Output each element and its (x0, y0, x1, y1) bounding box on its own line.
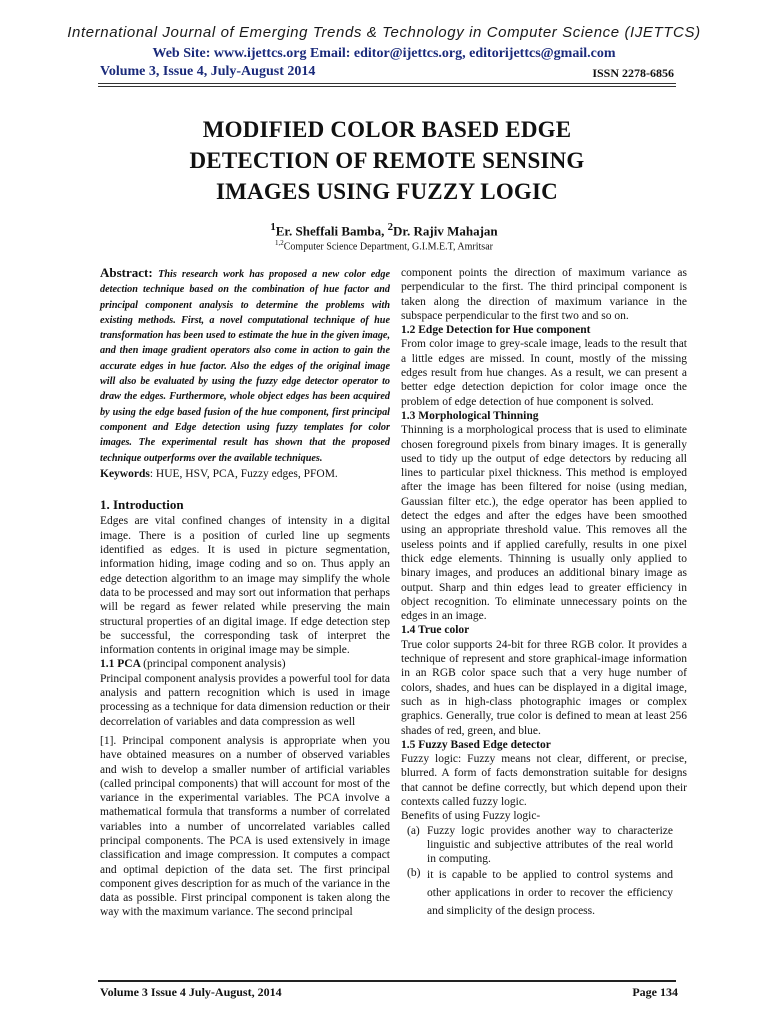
affiliation-superscript: 1,2 (275, 239, 284, 247)
pca-paragraph-2: [1]. Principal component analysis is appropriate when you have obtained measures on a number of observed variables and wish to develop a smaller number of artificial variables (called principal components) that will account for most of the variance in the experimental variables. The PCA involve a mathematical formula that transforms a number of correlated variables into a number of uncorrelated variables called principal components. The PCA is used extensively in image classification and image compression. It computes a compact and optimal depiction of the data set. The first principal component gives description for as much of the variance in the data as possible. First principal component is taken along the way with the maximum variance. The second principal (100, 734, 390, 919)
keywords (100, 467, 390, 481)
pca-heading-subtitle: (principal component analysis) (143, 658, 286, 671)
section-1-5-text: Fuzzy logic: Fuzzy means not clear, different, or precise, blurred. A form of facts demonstration suitable for designs that cannot be define correctly, but which depend upon their contexts called fuzzy logic. (401, 753, 687, 808)
keywords-text: : HUE, HSV, PCA, Fuzzy edges, PFOM. (149, 467, 338, 480)
section-1-3-text: Thinning is a morphological process that is used to eliminate chosen foreground pixels from binary images. It is generally used to tidy up the output of edge detectors by reducing all lines to particular pixel thickness. This method is employed after the image has been filtered for noise (using median, Gaussian filter etc.), the edge operator has been applied to detect the edges and after the edges have been smoothed using an appropriate threshold value. This removes all the useless points and if applied carefully, results in one pixel thick edge elements. Thinning is usually only applied to binary images, and produces an additional binary image as output. Sharp and thin edges lead to greater efficiency in object recognition. To eliminate unnecessary points on the edges in an image. (401, 424, 687, 623)
title-line: IMAGES USING FUZZY LOGIC (216, 179, 558, 204)
section-1-2-text: From color image to grey-scale image, leads to the result that a little edges are missed. In count, mostly of the missing edges result from hue changes. As a result, we can present a better edge detection depiction for color image once the problem of edge detection of hue component is solved. (401, 338, 687, 408)
keywords-label: Keywords (100, 467, 150, 480)
left-column (100, 266, 390, 920)
page-number: Page 134 (632, 985, 678, 999)
list-item (401, 866, 687, 920)
continued-paragraph: component points the direction of maximum variance as perpendicular to the first. The third principal component is taken along the direction of maximum variance in the subspace perpendicular to the first two and so on. (401, 267, 687, 322)
header-rule-top (98, 83, 676, 84)
author2-name: Dr. Rajiv Mahajan (393, 223, 498, 239)
footer-volume: Volume 3 Issue 4 July-August, 2014 (100, 985, 282, 999)
benefits-label: Benefits of using Fuzzy logic- (401, 810, 541, 823)
section-1-5-heading: 1.5 Fuzzy Based Edge detector (401, 738, 551, 751)
author2-superscript: 2 (387, 221, 394, 233)
introduction-heading: 1. Introduction (100, 497, 184, 513)
section-1-2-heading: 1.2 Edge Detection for Hue component (401, 324, 591, 337)
pca-heading (100, 657, 390, 671)
pca-heading-number: 1.1 PCA (100, 658, 144, 671)
title-line: MODIFIED COLOR BASED EDGE (202, 117, 572, 142)
list-marker: (a) (407, 824, 420, 837)
abstract-label: Abstract: (100, 265, 153, 280)
abstract-text: This research work has proposed a new color edge detection technique based on the combination of hue factor and principal component analysis to determine the problems with existing methods. First, a novel computational technique of hue transformation has been used to estimate the hue in the given image, and then image gradient operators also come in action to gain the accurate edges in hue factor. Also the edges of the original image will also be evaluated by using the fuzzy edge detector operator to draw the edges. Furthermore, whole object edges has been acquired by using the edge based fusion of the hue component, first principal component and Edge detection using fuzzy templates for color images. The experimental result has shown that the proposed technique outperforms over the available techniques. (100, 269, 390, 464)
title-line: DETECTION OF REMOTE SENSING (189, 148, 585, 173)
right-column (401, 266, 687, 920)
section-1-4-heading: 1.4 True color (401, 624, 470, 637)
introduction-text: Edges are vital confined changes of intensity in a digital image. There is a position of curled line up segments identified as edges. It is used in picture segmentation, information hiding, image coding and so on. Thus apply an edge detection algorithm to an image may simplify the whole data to be processed and may sort out information that perhaps will be regard as fewer related while preserving the main structural properties of an digital image. If edge detection step be successful, the corresponding task of interpret the information contents in original image may be simple. (100, 515, 390, 657)
affiliation (0, 239, 768, 252)
pca-paragraph-1: Principal component analysis provides a powerful tool for data analysis and pattern recognition which is used in image processing as a technique for data dimension reduction or their decorrelation of variables and data compression as well (100, 672, 390, 728)
author1-superscript: 1 (270, 221, 276, 233)
authors (0, 221, 768, 239)
benefits-list (401, 824, 687, 921)
list-item-text: it is capable to be applied to control systems and other applications in order to recover the efficiency and simplicity of the design process. (427, 869, 673, 918)
volume-issue: Volume 3, Issue 4, July-August 2014 (100, 64, 316, 79)
author1-name: Er. Sheffali Bamba, (275, 223, 388, 239)
list-item-text: Fuzzy logic provides another way to characterize linguistic and subjective attributes of the real world in computing. (427, 824, 673, 866)
section-1-3-heading: 1.3 Morphological Thinning (401, 409, 539, 422)
list-marker: (b) (407, 867, 421, 880)
journal-website-email: Web Site: www.ijettcs.org Email: editor@ijettcs.org, editorijettcs@gmail.com (152, 46, 616, 61)
section-1-4-text: True color supports 24-bit for three RGB color. It provides a technique of represent and store graphical-image information in an RGB color space such that a very huge number of colors, shades, and hues can be displayed in a digital image, such as in high-class photographic images or complex graphics. Generally, true color is defined to mean at least 256 shades of red, green, and blue. (401, 638, 687, 737)
paper-title (98, 114, 676, 207)
issn: ISSN 2278-6856 (592, 66, 674, 80)
list-item (401, 824, 687, 867)
header-rule-bottom (98, 86, 676, 87)
affiliation-text: Computer Science Department, G.I.M.E.T, Amritsar (283, 241, 493, 253)
journal-name: International Journal of Emerging Trends & Technology in Computer Science (IJETTCS) (67, 24, 701, 41)
abstract (100, 266, 390, 466)
footer-rule (98, 980, 676, 982)
